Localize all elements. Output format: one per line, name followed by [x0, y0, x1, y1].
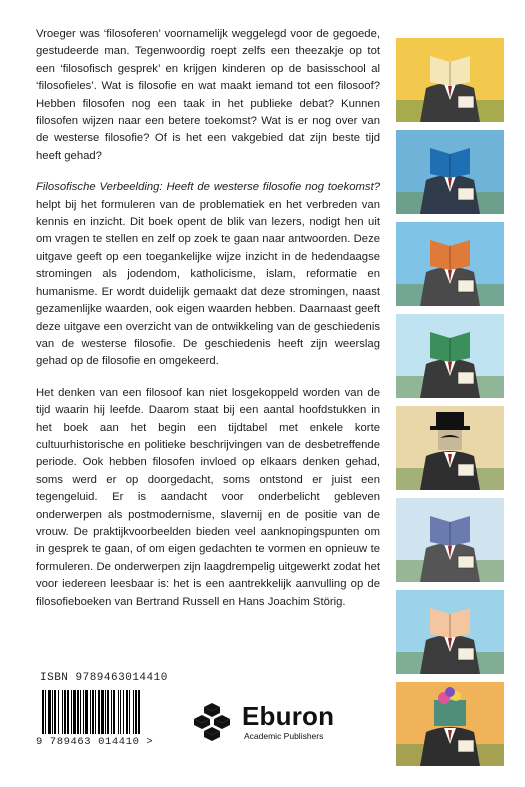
illustration-panel	[396, 314, 504, 398]
book-title-italic: Filosofische Verbeelding: Heeft de westerse filosofie nog toekomst?	[36, 181, 380, 194]
illustration-panel	[396, 498, 504, 582]
eburon-logo-icon	[190, 701, 234, 745]
figure-illustration	[396, 682, 504, 766]
paragraph-3	[36, 385, 380, 611]
illustration-panel	[396, 682, 504, 766]
barcode-digits: 9 789463 014410 >	[36, 736, 154, 748]
paragraph-1	[36, 26, 380, 165]
barcode-image	[42, 690, 170, 734]
illustration-panel	[396, 590, 504, 674]
blurb-text	[36, 26, 380, 625]
figure-illustration	[396, 590, 504, 674]
figure-illustration	[396, 130, 504, 214]
illustration-panel	[396, 406, 504, 490]
figure-illustration	[396, 222, 504, 306]
illustration-strip	[396, 38, 504, 766]
publisher-subtitle: Academic Publishers	[244, 731, 324, 741]
publisher-logo	[190, 699, 430, 747]
isbn-label: ISBN 9789463014410	[40, 672, 168, 684]
paragraph-1-text: Vroeger was ‘filosoferen’ voornamelijk weggelegd voor de gegoede, gestudeerde man. Tegenwoordig roept zelfs een theezakje op tot een ‘filosofisch gesprek’ en krijgen kinderen op de basisschool al ‘filosofieles’. Wat is filosofie en wat maakt iemand tot een filosoof? Hebben filosofen nog een taak in het publieke debat? Kunnen filosofen wijzen naar een betere toekomst? Wat is er nog over van de westerse filosofie? Of is het een vakgebied dat zijn beste tijd heeft gehad?	[36, 28, 380, 162]
figure-illustration	[396, 406, 504, 490]
figure-illustration	[396, 314, 504, 398]
paragraph-2	[36, 179, 380, 370]
illustration-panel	[396, 130, 504, 214]
publisher-name: Eburon	[242, 701, 335, 731]
illustration-panel	[396, 38, 504, 122]
paragraph-2-text: helpt bij het formuleren van de problematiek en het verbreden van kennis en inzicht. Dit boek opent de blik van lezers, nodigt hen uit om vragen te stellen en zelf op zoek te gaan naar antwoorden. Deze uitgave geeft op een toegankelijke wijze inzicht in de hedendaagse stromingen als jodendom, katholicisme, islam, reformatie en humanisme. Er wordt duidelijk gemaakt dat deze stromingen, naast gezamenlijke waarden, ook eigen waarden hebben. Daarnaast geeft deze uitgave een overzicht van de ontwikkeling van de geschiedenis van de westerse filosofie. De geschiedenis heeft zijn weerslag gehad op de filosofie en omgekeerd.	[36, 198, 380, 368]
figure-illustration	[396, 498, 504, 582]
figure-illustration	[396, 38, 504, 122]
paragraph-3-text: Het denken van een filosoof kan niet losgekoppeld worden van de tijd waarin hij leefde. Daarom staat bij een aantal hoofdstukken in het boek aan het begin een tijdtabel met enkele korte cultuurhistorische en politieke beschrijvingen van de desbetreffende periode. Ook hebben filosofen invloed op elkaars denken gehad, soms werd er op doorgedacht, soms ontstond er juist een tegengeluid. Er is aandacht voor onderbelicht gebleven onderwerpen als postmodernisme, slavernij en de positie van de vrouw. De praktijkvoorbeelden bieden veel aanknopingspunten om in gesprek te gaan, of om eigen gedachten te vormen en opnieuw te formuleren. De onderwerpen zijn laagdrempelig uitgewerkt zodat het voor iedereen leesbaar is: het is een aantrekkelijk aanvulling op de filosofieboeken van Bertrand Russell en Hans Joachim Störig.	[36, 386, 380, 608]
illustration-panel	[396, 222, 504, 306]
